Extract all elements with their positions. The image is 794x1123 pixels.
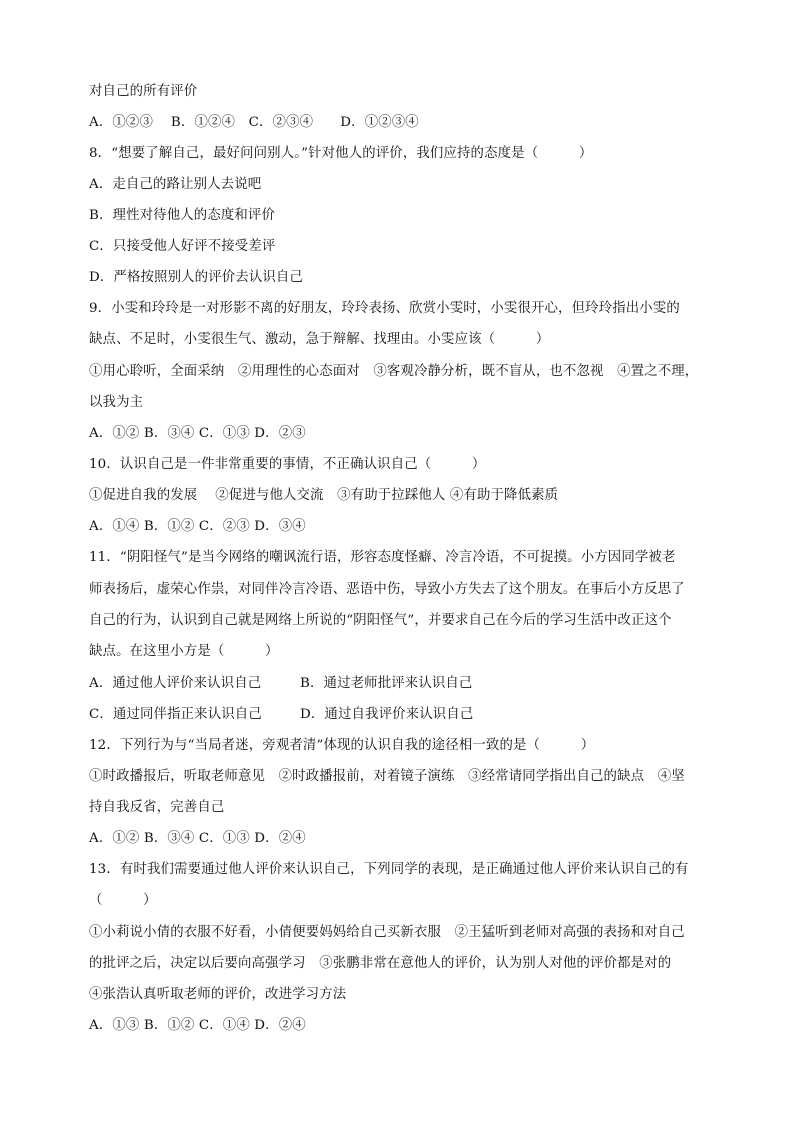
q10-statements: ①促进自我的发展 ②促进与他人交流 ③有助于拉踩他人 ④有助于降低素质: [89, 488, 559, 503]
q9-statements: ①用心聆听，全面采纳 ②用理性的心态面对 ③客观冷静分析，既不盲从，也不忽视 ④置之不理，: [89, 364, 699, 379]
q10-options: A．①④ B．①② C．②③ D．③④: [89, 519, 306, 534]
q11-option-b: B．通过老师批评来认识自己: [300, 676, 473, 691]
q9-options: A．①② B．③④ C．①③ D．②③: [89, 426, 306, 441]
q11-option-c: C．通过同伴指正来认识自己: [89, 707, 262, 722]
text-line: 对自己的所有评价: [89, 84, 198, 99]
question-9-cont: 缺点、不足时，小雯很生气、激动，急于辩解、找理由。小雯应该（ ）: [89, 332, 550, 347]
question-8: 8．“想要了解自己，最好问问别人。”针对他人的评价，我们应持的态度是（ ）: [89, 146, 593, 161]
question-13: 13．有时我们需要通过他人评价来认识自己，下列同学的表现，是正确通过他人评价来认识自己的有: [89, 862, 689, 877]
q12-statements-cont: 持自我反省，完善自己: [89, 800, 225, 815]
question-11-cont2: 自己的行为，认识到自己就是网络上所说的“阴阳怪气”，并要求自己在今后的学习生活中改正这个: [89, 613, 672, 628]
q8-option-b: B．理性对待他人的态度和评价: [89, 208, 276, 223]
q12-statements: ①时政播报后，听取老师意见 ②时政播报前，对着镜子演练 ③经常请同学指出自己的缺点 ④坚: [89, 769, 685, 784]
question-11: 11．“阴阳怪气”是当今网络的嘲讽流行语，形容态度怪癖、冷言冷语，不可捉摸。小方因同学被老: [89, 550, 676, 565]
question-9: 9．小雯和玲玲是一对形影不离的好朋友，玲玲表扬、欣赏小雯时，小雯很开心，但玲玲指出小雯的: [89, 301, 680, 316]
q13-statements-cont2: ④张浩认真听取老师的评价，改进学习方法: [89, 987, 347, 1002]
q13-statements: ①小莉说小倩的衣服不好看，小倩便要妈妈给自己买新衣服 ②王猛听到老师对高强的表扬和对自己: [89, 925, 685, 940]
q12-options: A．①② B．③④ C．①③ D．②④: [89, 831, 306, 846]
q11-option-d: D．通过自我评价来认识自己: [300, 707, 474, 722]
question-10: 10．认识自己是一件非常重要的事情，不正确认识自己（ ）: [89, 457, 486, 472]
question-11-cont1: 师表扬后，虚荣心作祟，对同伴冷言冷语、恶语中伤，导致小方失去了这个朋友。在事后小方反思了: [89, 582, 685, 597]
q8-option-a: A．走自己的路让别人去说吧: [89, 177, 262, 192]
q9-statements-cont: 以我为主: [89, 395, 144, 410]
question-13-cont: （ ）: [89, 893, 157, 908]
q8-option-c: C．只接受他人好评不接受差评: [89, 239, 276, 254]
question-11-cont3: 缺点。在这里小方是（ ）: [89, 644, 279, 659]
question-12: 12．下列行为与“当局者迷，旁观者清”体现的认识自我的途径相一致的是（ ）: [89, 738, 595, 753]
q13-options: A．①③ B．①② C．①④ D．②④: [89, 1018, 306, 1033]
q8-option-d: D．严格按照别人的评价去认识自己: [89, 270, 303, 285]
q7-options: A．①②③ B．①②④ C．②③④ D．①②③④: [89, 115, 419, 130]
q13-statements-cont1: 的批评之后，决定以后要向高强学习 ③张鹏非常在意他人的评价，认为别人对他的评价都是对的: [89, 956, 672, 971]
q11-option-a: A．通过他人评价来认识自己: [89, 676, 262, 691]
